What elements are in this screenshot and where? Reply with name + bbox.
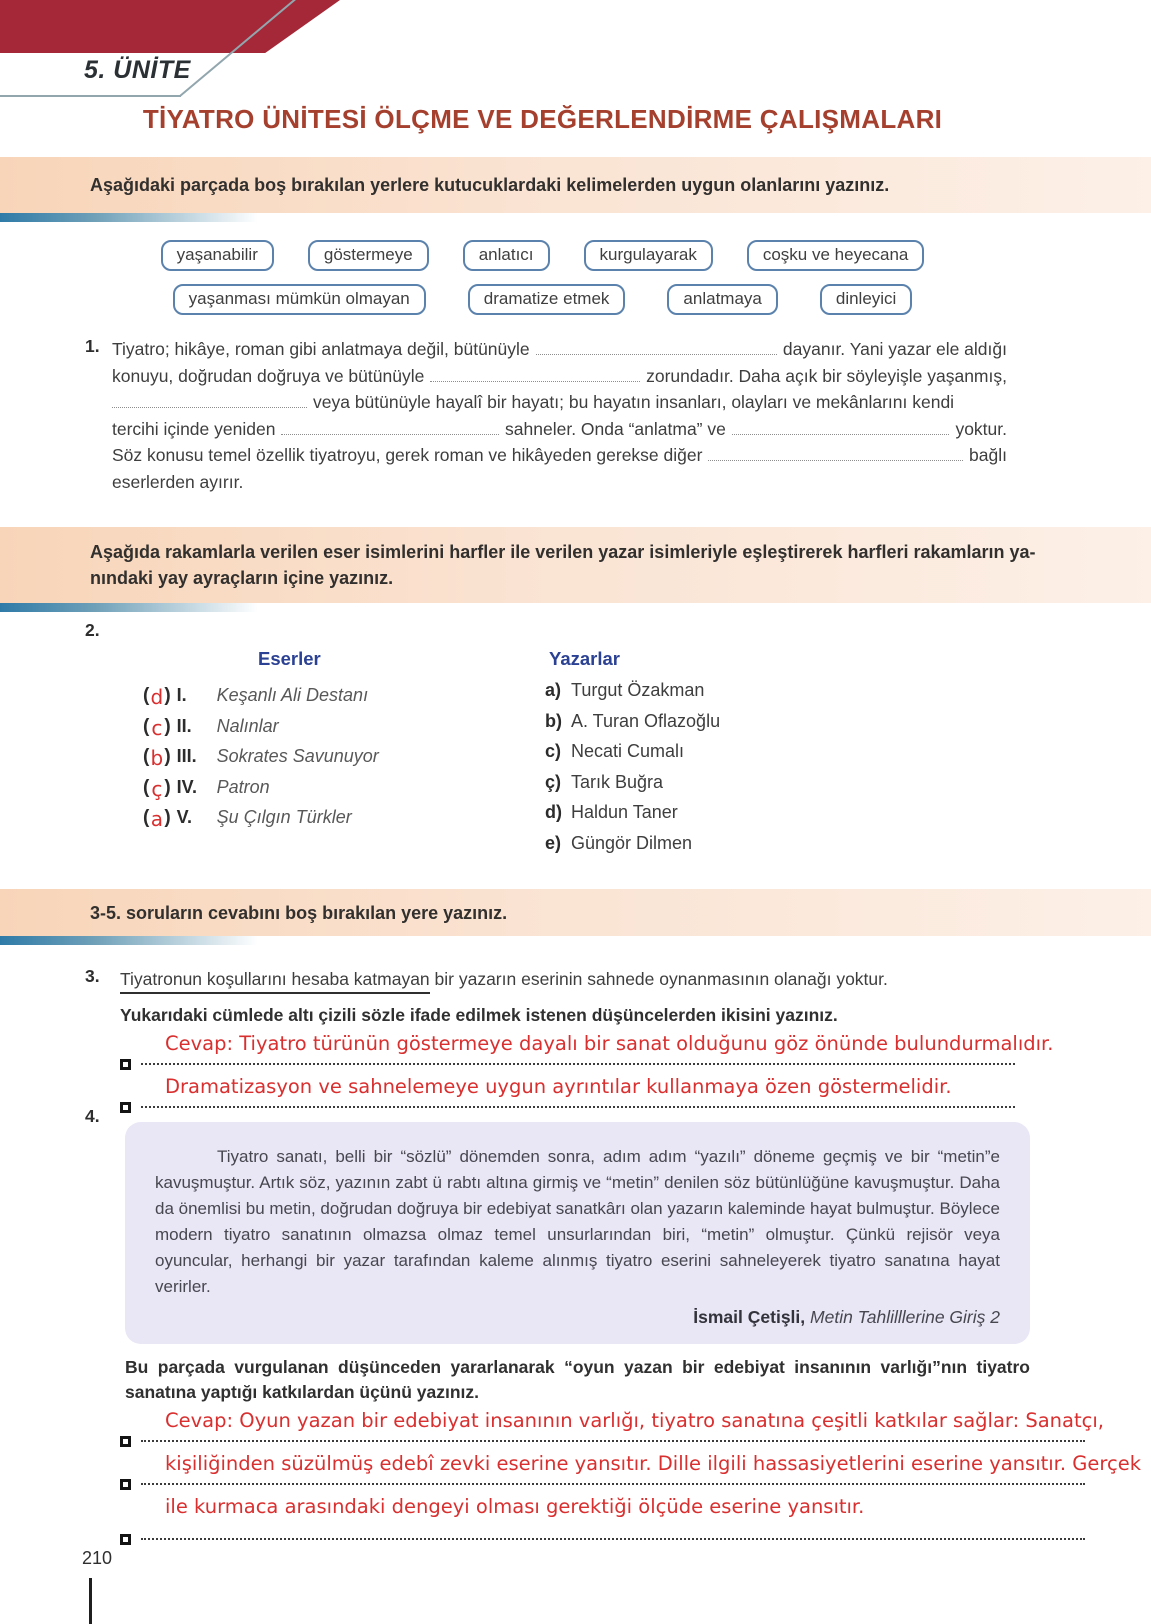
page-title: TİYATRO ÜNİTESİ ÖLÇME VE DEĞERLENDİRME ÇALIŞMALARI bbox=[142, 104, 943, 134]
q3-prompt: Yukarıdaki cümlede altı çizili sözle ifade edilmek istenen düşüncelerden ikisini yazınız. bbox=[120, 1005, 838, 1025]
dotted-answer-line bbox=[141, 1440, 1085, 1442]
question-2 bbox=[85, 620, 1065, 880]
q1-text: eserlerden ayırır. bbox=[112, 471, 244, 492]
answer-blank-row bbox=[120, 1434, 1085, 1448]
author-name: Güngör Dilmen bbox=[571, 832, 693, 853]
author-row bbox=[545, 680, 720, 711]
square-bullet-icon bbox=[120, 1436, 131, 1447]
instruction-text-2 bbox=[0, 539, 1096, 591]
author-letter: a) bbox=[545, 680, 562, 700]
dotted-answer-line bbox=[141, 1538, 1085, 1540]
q4-prompt: Bu parçada vurgulanan düşünceden yararlanarak “oyun yazan bir edebiyat insanının varlığı”nın tiyatro sanatına yaptığı katkılardan üçünü yazınız. bbox=[125, 1357, 1030, 1402]
unit-label: 5. ÜNİTE bbox=[84, 56, 191, 84]
quote-text: Tiyatro sanatı, belli bir “sözlü” dönemden sonra, adım adım “yazılı” döneme geçmiş ve bir “metin”e kavuşmuştur. Artık söz, yazının zabt ü rabtı altına girmiş ve “metin” denilen söz bütünlüğüne kavuşmuştur. Daha da önemlisi bu metin, doğrudan doğruya bir edebiyat sanatkârı olan yazarın kaleminde hayat bulmuştur. Böylece modern tiyatro sanatının olmazsa olmaz temel unsurlarından biri, “metin” olmuştur. Çünkü rejisör veya oyuncular, herhangi bir yazar tarafından kaleme alınmış tiyatro eserini sahneleyerek tiyatro sanatına hayat verirler. bbox=[155, 1147, 1000, 1296]
question-3 bbox=[85, 966, 1054, 1114]
handwritten-answer: b bbox=[150, 746, 164, 770]
square-bullet-icon bbox=[120, 1059, 131, 1070]
author-name: Tarık Buğra bbox=[571, 771, 664, 792]
work-row bbox=[143, 743, 379, 774]
fill-blank bbox=[732, 422, 950, 435]
work-title: Şu Çılgın Türkler bbox=[216, 807, 352, 827]
instruction-text-1: Aşağıdaki parçada boş bırakılan yerlere kutucuklardaki kelimelerden uygun olanlarını yazınız. bbox=[90, 175, 890, 195]
fill-blank bbox=[708, 448, 963, 461]
paren-open: ( bbox=[143, 715, 150, 737]
instruction-band-3 bbox=[0, 889, 1151, 936]
author-letter: b) bbox=[545, 710, 562, 731]
author-name: Necati Cumalı bbox=[571, 741, 685, 761]
instruction-band-2 bbox=[0, 527, 1151, 603]
work-numeral: V. bbox=[176, 807, 193, 827]
word-chip: göstermeye bbox=[308, 240, 429, 271]
q1-text: tercihi içinde yeniden bbox=[112, 418, 276, 439]
quote-author: İsmail Çetişli, bbox=[693, 1307, 806, 1327]
author-letter: ç) bbox=[545, 771, 562, 792]
q3-sentence bbox=[120, 966, 1015, 992]
work-row bbox=[143, 804, 379, 835]
q1-line bbox=[112, 442, 1007, 469]
author-row bbox=[545, 833, 720, 864]
work-title: Nalınlar bbox=[216, 715, 279, 736]
dotted-answer-line bbox=[141, 1063, 1015, 1065]
instruction-text-2-line1: Aşağıda rakamlarla verilen eser isimlerini harfler ile verilen yazar isimleriyle eşleştirerek harfleri rakamların ya- bbox=[90, 542, 1036, 562]
instruction-band-1 bbox=[0, 157, 1151, 213]
handwritten-answer-line: kişiliğinden süzülmüş edebî zevki eserine yansıtır. Dille ilgili hassasiyetlerini eserine yansıtır. Gerçek bbox=[165, 1452, 1142, 1475]
q1-line bbox=[112, 363, 1007, 390]
spacer bbox=[120, 1519, 1085, 1531]
question-1 bbox=[85, 336, 1007, 495]
work-row bbox=[143, 774, 379, 805]
q1-text: konuyu, doğrudan doğruya ve bütünüyle bbox=[112, 365, 425, 386]
quote-box bbox=[125, 1122, 1030, 1344]
answer-blank-row bbox=[120, 1477, 1085, 1491]
handwritten-answer-line: Dramatizasyon ve sahnelemeye uygun ayrıntılar kullanmaya özen göstermelidir. bbox=[165, 1075, 952, 1098]
author-name: Haldun Taner bbox=[571, 802, 678, 822]
question-number: 3. bbox=[85, 966, 100, 986]
q1-text: bağlı bbox=[969, 445, 1007, 465]
handwritten-answer: d bbox=[150, 685, 164, 709]
word-chip: kurgulayarak bbox=[584, 240, 713, 271]
work-title: Keşanlı Ali Destanı bbox=[216, 685, 369, 705]
quote-title: Metin Tahlilllerine Giriş 2 bbox=[810, 1307, 1000, 1327]
q1-text: dayanır. Yani yazar ele aldığı bbox=[782, 339, 1007, 359]
question-number: 4. bbox=[85, 1106, 100, 1126]
fill-blank bbox=[112, 395, 307, 408]
handwritten-answer: c bbox=[151, 715, 163, 740]
work-numeral: I. bbox=[176, 685, 187, 705]
author-row bbox=[545, 772, 720, 803]
blue-accent-strip bbox=[0, 603, 430, 612]
answer-blank-row bbox=[120, 1532, 1085, 1546]
works-column-header: Eserler bbox=[258, 648, 321, 669]
instruction-text-2-line2: nındaki yay ayraçların içine yazınız. bbox=[90, 568, 394, 588]
author-letter: d) bbox=[545, 802, 562, 822]
word-bank-row-2 bbox=[0, 284, 1085, 315]
paren-close: ) bbox=[164, 685, 171, 706]
square-bullet-icon bbox=[120, 1534, 131, 1545]
word-chip: coşku ve heyecana bbox=[747, 240, 925, 271]
work-title: Patron bbox=[216, 776, 270, 797]
q3-sentence-rest: bir yazarın eserinin sahnede oynanmasının olanağı yoktur. bbox=[429, 969, 888, 989]
works-list bbox=[143, 682, 379, 835]
question-number: 2. bbox=[85, 620, 100, 640]
work-row bbox=[143, 713, 379, 744]
unit-banner-shape bbox=[0, 0, 340, 53]
word-chip: yaşanabilir bbox=[161, 240, 274, 271]
paren-close: ) bbox=[164, 807, 171, 828]
paren-close: ) bbox=[164, 715, 171, 737]
handwritten-answer-line: Cevap: Tiyatro türünün göstermeye dayalı bir sanat olduğunu göz önünde bulundurmalıdır. bbox=[165, 1032, 1054, 1055]
banner-divider-horizontal bbox=[0, 95, 181, 97]
q1-line bbox=[112, 336, 1007, 363]
work-numeral: IV. bbox=[176, 776, 198, 797]
q1-line bbox=[112, 469, 1007, 496]
question-number: 1. bbox=[85, 336, 100, 356]
work-row bbox=[143, 682, 379, 713]
work-numeral: III. bbox=[176, 746, 197, 766]
fill-blank bbox=[536, 342, 777, 355]
square-bullet-icon bbox=[120, 1479, 131, 1490]
paren-open: ( bbox=[143, 746, 150, 767]
handwritten-answer: ç bbox=[151, 776, 163, 801]
footer-rule bbox=[89, 1578, 92, 1624]
author-name: A. Turan Oflazoğlu bbox=[571, 710, 721, 731]
author-row bbox=[545, 741, 720, 772]
q1-line bbox=[112, 389, 1007, 416]
paren-open: ( bbox=[143, 776, 150, 798]
q1-text: veya bütünüyle hayalî bir hayatı; bu hayatın insanları, olayları ve mekânlarını kendi bbox=[313, 392, 955, 412]
handwritten-answer-line: Cevap: Oyun yazan bir edebiyat insanının varlığı, tiyatro sanatına çeşitli katkılar sağlar: Sanatçı, bbox=[165, 1409, 1104, 1432]
underlined-phrase: Tiyatronun koşullarını hesaba katmayan bbox=[120, 969, 430, 994]
handwritten-answer-line: ile kurmaca arasındaki dengeyi olması gerektiği ölçüde eserine yansıtır. bbox=[165, 1495, 865, 1518]
instruction-text-3: 3-5. soruların cevabını boş bırakılan yere yazınız. bbox=[90, 902, 508, 923]
word-chip: yaşanması mümkün olmayan bbox=[173, 284, 426, 315]
word-chip: dinleyici bbox=[820, 284, 912, 315]
work-title: Sokrates Savunuyor bbox=[216, 746, 379, 766]
q1-text: Söz konusu temel özellik tiyatroyu, gerek roman ve hikâyeden gerekse diğer bbox=[112, 445, 703, 465]
authors-column-header: Yazarlar bbox=[549, 648, 620, 669]
author-row bbox=[545, 711, 720, 742]
word-chip: anlatmaya bbox=[667, 284, 777, 315]
quote-source bbox=[155, 1304, 1000, 1330]
q1-text: sahneler. Onda “anlatma” ve bbox=[505, 418, 726, 439]
fill-blank bbox=[430, 369, 640, 382]
question-4 bbox=[85, 1106, 1142, 1546]
paren-open: ( bbox=[143, 685, 150, 706]
blue-accent-strip bbox=[0, 213, 430, 222]
author-letter: e) bbox=[545, 832, 562, 853]
dotted-answer-line bbox=[141, 1483, 1085, 1485]
answer-blank-row bbox=[120, 1057, 1015, 1071]
handwritten-answer: a bbox=[150, 807, 163, 831]
fill-blank bbox=[281, 422, 499, 435]
blue-accent-strip bbox=[0, 936, 430, 945]
author-letter: c) bbox=[545, 741, 562, 761]
word-chip: anlatıcı bbox=[463, 240, 550, 271]
word-chip: dramatize etmek bbox=[468, 284, 626, 315]
author-row bbox=[545, 802, 720, 833]
work-numeral: II. bbox=[176, 715, 192, 736]
paren-close: ) bbox=[164, 776, 171, 798]
q1-text: yoktur. bbox=[955, 418, 1008, 439]
word-bank-row-1 bbox=[0, 240, 1085, 271]
author-name: Turgut Özakman bbox=[571, 680, 705, 700]
paren-open: ( bbox=[143, 807, 150, 828]
paren-close: ) bbox=[164, 746, 171, 767]
authors-list bbox=[545, 680, 720, 863]
q1-text: zorundadır. Daha açık bir söyleyişle yaşanmış, bbox=[646, 365, 1007, 386]
page-number: 210 bbox=[82, 1548, 113, 1568]
q1-line bbox=[112, 416, 1007, 443]
q1-text: Tiyatro; hikâye, roman gibi anlatmaya değil, bütünüyle bbox=[112, 339, 530, 359]
